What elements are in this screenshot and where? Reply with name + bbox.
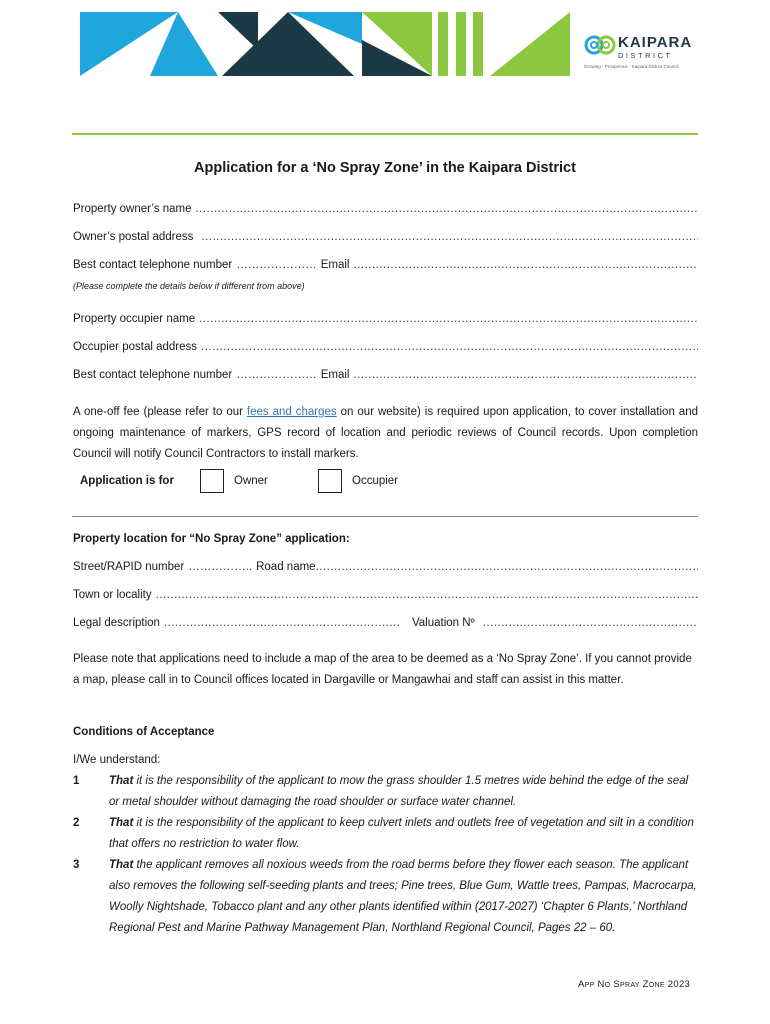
- town-label: Town or locality: [73, 589, 152, 601]
- owner-name-field[interactable]: [73, 203, 698, 215]
- occupier-name-label: Property occupier name: [73, 313, 196, 325]
- owner-checkbox[interactable]: [200, 469, 224, 493]
- owner-option-label: Owner: [234, 475, 268, 487]
- conditions-intro: I/We understand:: [73, 754, 161, 766]
- legal-line[interactable]: [164, 617, 400, 629]
- fee-text-after: on our website) is required upon application, to cover installation and ongoing maintenance of markers, GPS record of location and periodic reviews of Council records. Upon completion Council will notify Council Contractors to install markers.: [73, 406, 698, 460]
- application-for-row: [80, 469, 398, 493]
- logo-tagline: Growing · Prosperous · Kaipara District Council: [584, 64, 679, 69]
- condition-lead: That: [109, 817, 134, 829]
- valuation-label: Valuation Nº: [411, 617, 475, 629]
- occupier-email-label: Email: [320, 369, 350, 381]
- banner-shape-8: [490, 12, 570, 76]
- fee-paragraph: [73, 402, 698, 465]
- condition-item: [73, 813, 698, 855]
- occupier-option-label: Occupier: [352, 475, 399, 487]
- condition-item: [73, 771, 698, 813]
- conditions-heading: Conditions of Acceptance: [73, 726, 215, 738]
- logo-name: KAIPARA: [618, 34, 693, 51]
- owner-name-label: Property owner’s name: [73, 203, 192, 215]
- occupier-phone-label: Best contact telephone number: [73, 369, 233, 381]
- owner-contact-field[interactable]: [73, 259, 698, 271]
- owner-postal-line[interactable]: [201, 231, 698, 243]
- condition-text: the applicant removes all noxious weeds from the road berms before they flower each season. The applicant also removes the following self-seeding plants and trees; Pine trees, Blue Gum, Wattle trees, Pampas, Macrocarpa, Woolly Nightshade, Tobacco plant and any other plants identified within (2017-2027) ‘Chapter 6 Plants,’ Northland Regional Pest and Marine Pathway Management Plan, Northland Regional Council, Pages 22 – 60.: [109, 859, 697, 934]
- section-divider: [72, 516, 698, 517]
- owner-postal-field[interactable]: [73, 231, 698, 243]
- occupier-postal-label: Occupier postal address: [73, 341, 198, 353]
- street-field[interactable]: [73, 561, 698, 573]
- owner-note: (Please complete the details below if different from above): [73, 281, 305, 291]
- occupier-contact-field[interactable]: [73, 369, 698, 381]
- page-footer: App No Spray Zone 2023: [578, 979, 691, 990]
- condition-text: it is the responsibility of the applicant to mow the grass shoulder 1.5 metres wide behind the edge of the seal or metal shoulder without damaging the road shoulder or surface water channel.: [109, 775, 689, 808]
- condition-number: 2: [73, 817, 80, 829]
- road-label: Road name: [256, 561, 316, 573]
- owner-postal-label: Owner’s postal address: [73, 231, 194, 243]
- occupier-name-line[interactable]: [199, 313, 698, 325]
- condition-item: [73, 855, 698, 939]
- owner-email-line[interactable]: [353, 259, 698, 271]
- occupier-postal-line[interactable]: [201, 341, 698, 353]
- legal-valuation-field[interactable]: [73, 617, 698, 629]
- town-line[interactable]: [156, 589, 698, 601]
- banner-bar-2: [456, 12, 466, 76]
- map-note: Please note that applications need to include a map of the area to be deemed as a ‘No Spray Zone’. If you cannot provide a map, please call in to Council offices located in Dargaville or Mangawhai and staff can assist in this matter.: [73, 653, 692, 686]
- occupier-postal-field[interactable]: [73, 341, 698, 353]
- owner-name-line[interactable]: [195, 203, 698, 215]
- owner-phone-label: Best contact telephone number: [73, 259, 233, 271]
- application-for-label: Application is for: [80, 475, 174, 487]
- occupier-name-field[interactable]: [73, 313, 698, 325]
- road-line[interactable]: [316, 561, 698, 573]
- street-line[interactable]: ……………..: [188, 561, 253, 573]
- fees-and-charges-link[interactable]: fees and charges: [246, 406, 337, 418]
- town-field[interactable]: [73, 589, 698, 601]
- owner-email-label: Email: [320, 259, 350, 271]
- banner-shape-3: [218, 12, 258, 50]
- banner-bar-1: [438, 12, 448, 76]
- occupier-checkbox[interactable]: [318, 469, 342, 493]
- valuation-line[interactable]: [483, 617, 698, 629]
- condition-lead: That: [109, 859, 134, 871]
- fee-text-before: A one-off fee (please refer to our: [73, 406, 247, 418]
- location-heading: Property location for “No Spray Zone” application:: [73, 533, 350, 545]
- legal-label: Legal description: [73, 617, 160, 629]
- condition-text: it is the responsibility of the applicant to keep culvert inlets and outlets free of vegetation and silt in a condition that offers no restriction to water flow.: [109, 817, 694, 850]
- banner-bar-3: [473, 12, 483, 76]
- condition-number: 3: [73, 859, 80, 871]
- page-title: Application for a ‘No Spray Zone’ in the Kaipara District: [194, 160, 576, 176]
- logo-sub: DISTRICT: [618, 51, 673, 60]
- condition-lead: That: [109, 775, 134, 787]
- owner-phone-line[interactable]: …………………: [236, 259, 317, 271]
- logo-icon: [584, 32, 616, 62]
- kaipara-logo: [584, 30, 704, 80]
- condition-number: 1: [73, 775, 80, 787]
- street-label: Street/RAPID number: [73, 561, 185, 573]
- header-rule: [72, 133, 698, 135]
- occupier-email-line[interactable]: [353, 369, 698, 381]
- occupier-phone-line[interactable]: …………………: [236, 369, 317, 381]
